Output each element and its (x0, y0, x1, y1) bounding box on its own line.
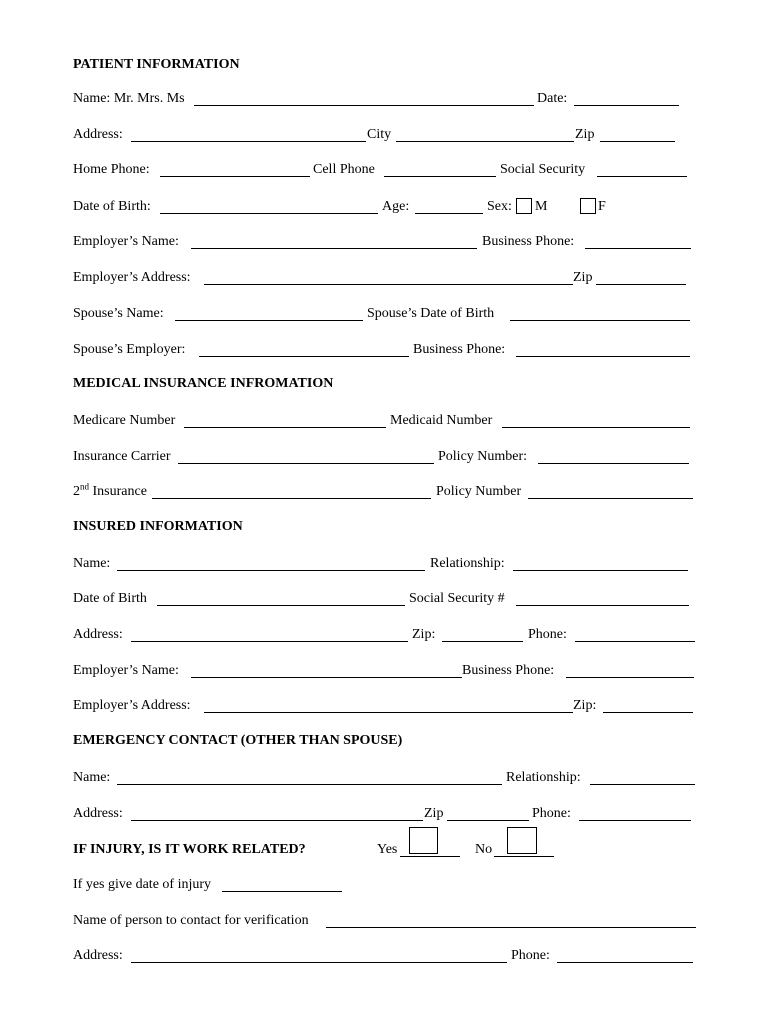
carrier-field[interactable] (178, 463, 434, 464)
emergency-address-row (0, 805, 770, 825)
insured-employer-name-field[interactable] (191, 677, 462, 678)
carrier-policy-field[interactable] (538, 463, 689, 464)
verification-contact-row (0, 912, 770, 932)
emergency-zip-field[interactable] (447, 820, 529, 821)
patient-age-label: Age: (382, 199, 410, 214)
insured-employer-address-row (0, 697, 770, 717)
insured-dob-label: Date of Birth (73, 591, 147, 606)
emergency-address-field[interactable] (131, 820, 423, 821)
insured-employer-address-field[interactable] (204, 712, 573, 713)
insured-relationship-label: Relationship: (430, 556, 505, 571)
home-phone-label: Home Phone: (73, 162, 150, 177)
medicare-row (0, 412, 770, 432)
emergency-phone-field[interactable] (579, 820, 691, 821)
spouse-name-field[interactable] (175, 320, 363, 321)
insured-employer-zip-field[interactable] (603, 712, 693, 713)
employer-name-field[interactable] (191, 248, 477, 249)
patient-name-field[interactable] (194, 105, 534, 106)
injury-no-underline (494, 856, 554, 857)
patient-zip-label: Zip (575, 127, 595, 142)
patient-date-label: Date: (537, 91, 568, 106)
insured-ss-label: Social Security # (409, 591, 505, 606)
emergency-address-label: Address: (73, 806, 123, 821)
medicaid-field[interactable] (502, 427, 690, 428)
insured-information-heading: INSURED INFORMATION (73, 519, 243, 534)
spouse-employer-field[interactable] (199, 356, 409, 357)
patient-address-row (0, 126, 770, 146)
employer-zip-field[interactable] (596, 284, 686, 285)
insured-business-phone-field[interactable] (566, 677, 694, 678)
insured-zip-field[interactable] (442, 641, 523, 642)
carrier-policy-label: Policy Number: (438, 449, 528, 464)
medicare-field[interactable] (184, 427, 386, 428)
second-insurance-label (73, 483, 147, 501)
injury-question-label: IF INJURY, IS IT WORK RELATED? (73, 842, 306, 857)
social-security-label: Social Security (500, 162, 586, 177)
patient-dob-field[interactable] (160, 213, 378, 214)
emergency-relationship-label: Relationship: (506, 770, 581, 785)
patient-dob-label: Date of Birth: (73, 199, 151, 214)
verification-contact-field[interactable] (326, 927, 696, 928)
spouse-business-phone-field[interactable] (516, 356, 690, 357)
cell-phone-field[interactable] (384, 176, 496, 177)
insured-address-row (0, 626, 770, 646)
injury-yes-underline (400, 856, 460, 857)
insured-employer-address-label: Employer’s Address: (73, 698, 191, 713)
insured-address-field[interactable] (131, 641, 408, 642)
spouse-dob-label: Spouse’s Date of Birth (367, 306, 495, 321)
verification-phone-field[interactable] (557, 962, 693, 963)
carrier-label: Insurance Carrier (73, 449, 171, 464)
sex-m-checkbox[interactable] (516, 198, 532, 214)
second-insurance-number: 2 (73, 484, 80, 499)
sex-f-checkbox[interactable] (580, 198, 596, 214)
patient-address-label: Address: (73, 127, 123, 142)
insured-dob-row (0, 590, 770, 610)
injury-date-field[interactable] (222, 891, 342, 892)
spouse-dob-field[interactable] (510, 320, 690, 321)
sex-f-label: F (598, 199, 606, 214)
insured-phone-field[interactable] (575, 641, 695, 642)
insured-name-label: Name: (73, 556, 111, 571)
second-insurance-row (0, 483, 770, 503)
verification-phone-label: Phone: (511, 948, 550, 963)
patient-name-row (0, 90, 770, 110)
emergency-contact-heading: EMERGENCY CONTACT (OTHER THAN SPOUSE) (73, 733, 403, 748)
home-phone-field[interactable] (160, 176, 310, 177)
business-phone-label: Business Phone: (482, 234, 575, 249)
injury-no-checkbox[interactable] (507, 827, 537, 854)
verification-contact-label: Name of person to contact for verification (73, 913, 309, 928)
spouse-employer-label: Spouse’s Employer: (73, 342, 186, 357)
emergency-name-label: Name: (73, 770, 111, 785)
insured-employer-zip-label: Zip: (573, 698, 597, 713)
emergency-zip-label: Zip (424, 806, 444, 821)
business-phone-field[interactable] (585, 248, 691, 249)
insured-name-field[interactable] (117, 570, 425, 571)
medicare-label: Medicare Number (73, 413, 176, 428)
injury-no-label: No (475, 842, 493, 857)
spouse-business-phone-label: Business Phone: (413, 342, 506, 357)
insured-business-phone-label: Business Phone: (462, 663, 555, 678)
insured-employer-name-label: Employer’s Name: (73, 663, 179, 678)
carrier-row (0, 448, 770, 468)
second-insurance-field[interactable] (152, 498, 431, 499)
patient-name-label: Name: Mr. Mrs. Ms (73, 91, 185, 106)
second-policy-label: Policy Number (436, 484, 522, 499)
patient-phone-row (0, 161, 770, 181)
employer-address-field[interactable] (204, 284, 573, 285)
injury-yes-label: Yes (377, 842, 398, 857)
insured-relationship-field[interactable] (513, 570, 688, 571)
second-insurance-text: Insurance (89, 484, 147, 499)
emergency-name-field[interactable] (117, 784, 502, 785)
patient-age-field[interactable] (415, 213, 483, 214)
injury-date-row (0, 876, 770, 896)
injury-question-row (0, 841, 770, 861)
medicaid-label: Medicaid Number (390, 413, 493, 428)
insured-zip-label: Zip: (412, 627, 436, 642)
social-security-field[interactable] (597, 176, 687, 177)
patient-city-label: City (367, 127, 392, 142)
insured-dob-field[interactable] (157, 605, 405, 606)
spouse-name-label: Spouse’s Name: (73, 306, 164, 321)
emergency-relationship-field[interactable] (590, 784, 695, 785)
patient-address-field[interactable] (131, 141, 366, 142)
employer-zip-label: Zip (573, 270, 593, 285)
cell-phone-label: Cell Phone (313, 162, 375, 177)
employer-address-row (0, 269, 770, 289)
verification-address-row (0, 947, 770, 967)
second-policy-field[interactable] (528, 498, 693, 499)
employer-name-row (0, 233, 770, 253)
injury-date-label: If yes give date of injury (73, 877, 212, 892)
insured-ss-field[interactable] (516, 605, 689, 606)
injury-yes-checkbox[interactable] (409, 827, 438, 854)
second-insurance-ordinal: nd (80, 481, 89, 492)
emergency-phone-label: Phone: (532, 806, 571, 821)
spouse-name-row (0, 305, 770, 325)
spouse-employer-row (0, 341, 770, 361)
verification-address-field[interactable] (131, 962, 507, 963)
patient-sex-label: Sex: (487, 199, 512, 214)
patient-information-heading: PATIENT INFORMATION (73, 57, 240, 72)
medical-insurance-heading: MEDICAL INSURANCE INFROMATION (73, 376, 334, 391)
insured-employer-row (0, 662, 770, 682)
employer-name-label: Employer’s Name: (73, 234, 179, 249)
emergency-name-row (0, 769, 770, 789)
verification-address-label: Address: (73, 948, 123, 963)
patient-dob-row (0, 198, 770, 218)
employer-address-label: Employer’s Address: (73, 270, 191, 285)
sex-m-label: M (535, 199, 548, 214)
insured-address-label: Address: (73, 627, 123, 642)
patient-date-field[interactable] (574, 105, 679, 106)
patient-city-field[interactable] (396, 141, 574, 142)
patient-zip-field[interactable] (600, 141, 675, 142)
insured-phone-label: Phone: (528, 627, 567, 642)
insured-name-row (0, 555, 770, 575)
